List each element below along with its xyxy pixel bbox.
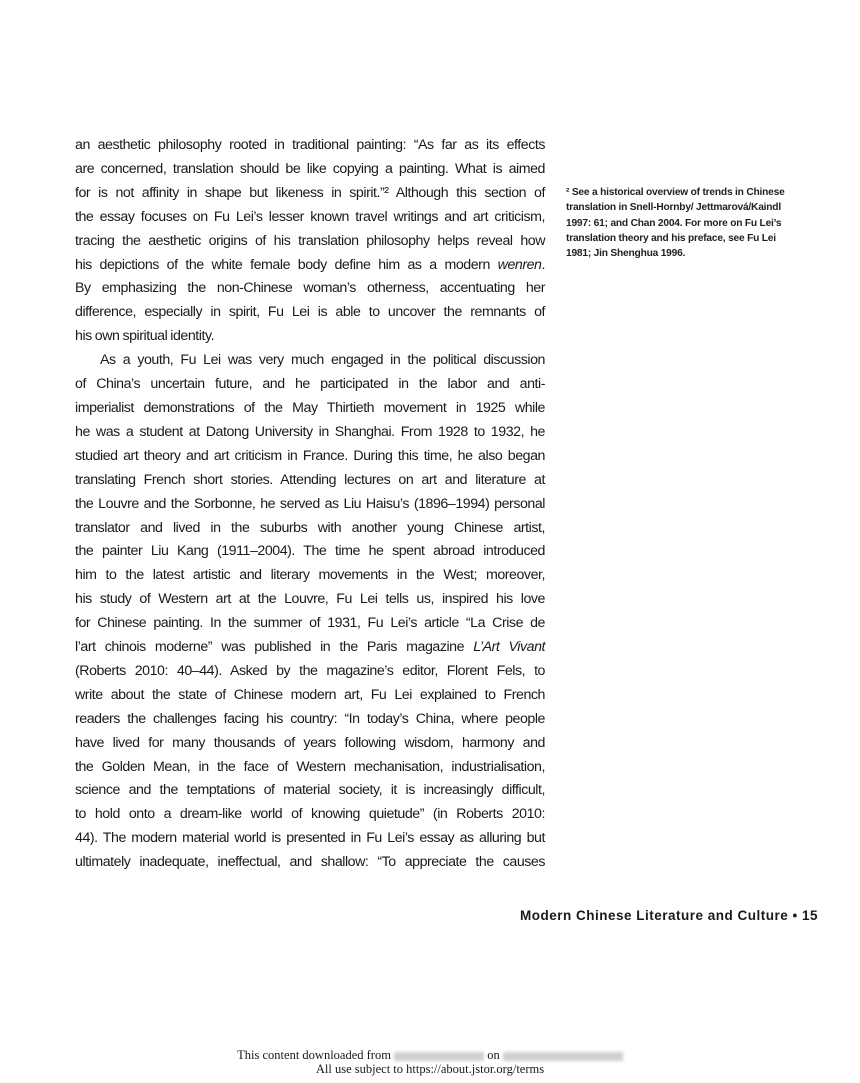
redacted-ip — [394, 1052, 484, 1061]
line-text: his depictions of the white female body define him as a modern — [75, 256, 498, 273]
download-text: This content downloaded from — [237, 1048, 391, 1062]
line-text: studied art theory and art criticism in France. During this time, he also began — [75, 447, 545, 464]
text-line — [75, 158, 545, 182]
line-text: translating French short stories. Attending lectures on art and literature at — [75, 471, 545, 488]
italic-term: L’Art Vivant — [473, 639, 546, 656]
line-text: the painter Liu Kang (1911–2004). The time he spent abroad introduced — [75, 543, 545, 560]
line-text: of China’s uncertain future, and he participated in the labor and anti- — [75, 376, 545, 393]
text-line — [75, 636, 545, 660]
text-line — [75, 684, 545, 708]
line-text: readers the challenges facing his country: “In today’s China, where people — [75, 710, 545, 727]
redacted-timestamp — [503, 1052, 623, 1061]
text-line — [75, 827, 545, 851]
line-text: the Louvre and the Sorbonne, he served as Liu Haisu’s (1896–1994) personal — [75, 495, 545, 512]
line-text: for Chinese painting. In the summer of 1931, Fu Lei’s article “La Crise de — [75, 615, 545, 632]
text-line — [75, 254, 545, 278]
line-text: are concerned, translation should be like copying a painting. What is aimed — [75, 160, 545, 177]
line-text: write about the state of Chinese modern art, Fu Lei explained to French — [75, 686, 545, 703]
text-line — [75, 134, 545, 158]
download-line — [0, 1048, 860, 1062]
line-text: an aesthetic philosophy rooted in traditional painting: “As far as its effects — [75, 137, 545, 153]
text-line — [75, 373, 545, 397]
text-line — [75, 277, 545, 301]
line-text: translator and lived in the suburbs with another young Chinese artist, — [75, 519, 545, 536]
text-line — [75, 732, 545, 756]
terms-line: All use subject to https://about.jstor.org/terms — [315, 1062, 545, 1076]
line-text: his study of Western art at the Louvre, Fu Lei tells us, inspired his love — [75, 591, 545, 608]
text-line — [75, 517, 545, 541]
text-line — [75, 421, 545, 445]
text-line — [75, 612, 545, 636]
line-text: (Roberts 2010: 40–44). Asked by the magazine’s editor, Florent Fels, to — [75, 662, 545, 679]
line-text: By emphasizing the non-Chinese woman’s otherness, accentuating her — [75, 280, 545, 297]
line-text: the Golden Mean, in the face of Western mechanisation, industrialisation, — [75, 758, 545, 775]
text-line — [75, 445, 545, 469]
text-line — [75, 301, 545, 325]
jstor-notice — [0, 1048, 860, 1076]
footnote: ² See a historical overview of trends in Chinese translation in Snell-Hornby/ Jettmarová/Kaindl 1997: 61; and Chan 2004. For more on Fu Lei’s translation theory and his preface, see Fu Lei 1981; Jin Shenghua 1996. — [566, 187, 785, 260]
line-text: have lived for many thousands of years following wisdom, harmony and — [75, 734, 545, 751]
body-text — [75, 134, 545, 894]
text-line — [75, 325, 545, 349]
line-text: for is not affinity in shape but likeness in spirit.”² Although this section of — [75, 184, 545, 201]
text-line — [75, 493, 545, 517]
text-line — [75, 564, 545, 588]
line-text: tracing the aesthetic origins of his translation philosophy helps reveal how — [75, 232, 545, 249]
line-text: As a youth, Fu Lei was very much engaged in the political discussion — [100, 352, 545, 369]
italic-term: wenren — [497, 256, 542, 273]
line-text: to hold onto a dream-like world of knowing quietude” (in Roberts 2010: — [75, 806, 545, 823]
line-text-after: . — [541, 256, 545, 273]
line-text: ultimately inadequate, ineffectual, and shallow: “To appreciate the causes — [75, 854, 545, 871]
text-line — [75, 469, 545, 493]
text-line — [75, 851, 545, 875]
text-line — [75, 803, 545, 827]
text-line — [75, 540, 545, 564]
line-text: science and the temptations of material society, it is increasingly difficult, — [75, 782, 545, 799]
line-text: difference, especially in spirit, Fu Lei is able to uncover the remnants of — [75, 304, 545, 321]
running-footer: Modern Chinese Literature and Culture • 15 — [519, 908, 818, 923]
text-line — [75, 206, 545, 230]
line-text: his own spiritual identity. — [75, 328, 215, 345]
text-line — [75, 397, 545, 421]
text-line — [75, 182, 545, 206]
text-line — [75, 708, 545, 732]
text-line — [75, 756, 545, 780]
text-line — [75, 588, 545, 612]
line-text: 44). The modern material world is presented in Fu Lei’s essay as alluring but — [75, 830, 545, 847]
line-text: l’art chinois moderne” was published in the Paris magazine — [75, 639, 474, 656]
text-line — [75, 230, 545, 254]
line-text: the essay focuses on Fu Lei’s lesser known travel writings and art criticism, — [75, 208, 545, 225]
text-line — [75, 779, 545, 803]
line-text: imperialist demonstrations of the May Thirtieth movement in 1925 while — [75, 399, 545, 416]
line-text: him to the latest artistic and literary movements in the West; moreover, — [75, 567, 545, 584]
on-text: on — [487, 1048, 500, 1062]
text-line — [75, 349, 545, 373]
text-line — [75, 660, 545, 684]
line-text: he was a student at Datong University in Shanghai. From 1928 to 1932, he — [75, 423, 545, 440]
